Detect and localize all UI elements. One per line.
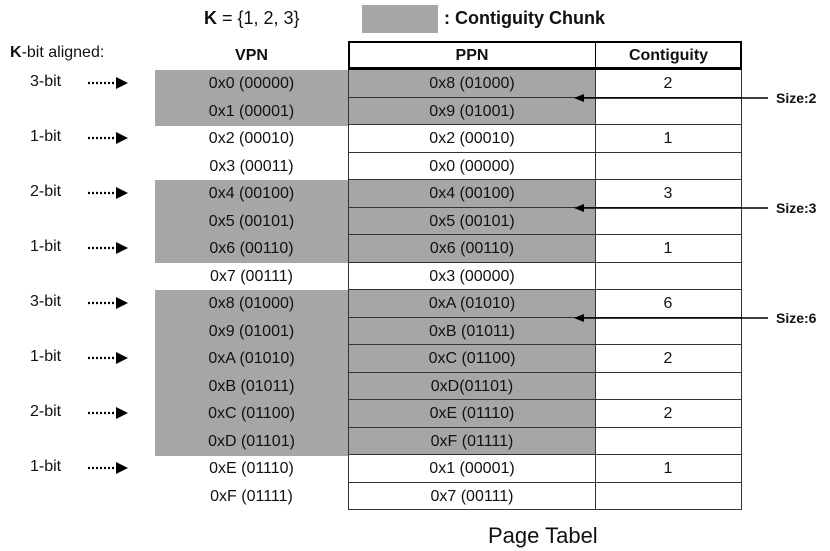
dotted-arrow-icon	[86, 186, 130, 200]
ppn-cell: 0x9 (01001)	[348, 98, 596, 126]
k-aligned-symbol: K	[10, 44, 22, 61]
vpn-cell: 0xC (01100)	[208, 405, 295, 422]
alignment-label: 1-bit	[30, 458, 62, 475]
vpn-cell: 0xF (01111)	[210, 487, 293, 505]
dotted-arrow-icon	[86, 461, 130, 475]
ppn-cell: 0x7 (00111)	[348, 483, 596, 511]
ppn-cell: 0xB (01011)	[348, 318, 596, 346]
vpn-cell: 0xB (01011)	[208, 377, 295, 395]
ppn-cell: 0xA (01010)	[348, 290, 596, 318]
vpn-cell: 0x8 (01000)	[208, 295, 295, 312]
dotted-arrow-icon	[86, 406, 130, 420]
contiguity-cell	[595, 373, 742, 401]
contiguity-cell	[595, 263, 742, 291]
contiguity-cell: 1	[595, 455, 742, 483]
alignment-label: 1-bit	[30, 128, 62, 145]
ppn-column-header: PPN	[455, 47, 489, 64]
alignment-label: 1-bit	[30, 238, 62, 255]
ppn-cell: 0x5 (00101)	[348, 208, 596, 236]
page-table-caption: Page Tabel	[488, 523, 598, 548]
size-pointer-arrow-icon	[574, 92, 770, 104]
dotted-arrow-icon	[86, 351, 130, 365]
size-pointer-arrow-icon	[574, 312, 770, 324]
ppn-cell: 0xF (01111)	[348, 428, 596, 456]
vpn-cell: 0x2 (00010)	[208, 130, 295, 147]
vpn-cell: 0x4 (00100)	[208, 185, 295, 202]
ppn-cell: 0x6 (00110)	[348, 235, 596, 263]
vpn-cell: 0x3 (00011)	[209, 157, 294, 175]
vpn-cell: 0xE (01110)	[209, 460, 294, 477]
ppn-cell: 0x2 (00010)	[348, 125, 596, 153]
legend-label: : Contiguity Chunk	[444, 8, 605, 28]
ppn-cell: 0x3 (00000)	[348, 263, 596, 291]
contiguity-cell: 3	[595, 180, 742, 208]
size-label: Size:2	[776, 89, 817, 106]
k-aligned-text: -bit aligned:	[21, 44, 105, 61]
contiguity-cell	[595, 428, 742, 456]
alignment-label: 3-bit	[30, 293, 62, 310]
contiguity-cell: 6	[595, 290, 742, 318]
k-set-values: = {1, 2, 3}	[217, 8, 300, 28]
ppn-cell: 0xD(01101)	[348, 373, 596, 401]
contiguity-cell: 2	[595, 345, 742, 373]
vpn-cell: 0x9 (01001)	[208, 322, 295, 340]
dotted-arrow-icon	[86, 241, 130, 255]
contiguity-cell: 2	[595, 400, 742, 428]
legend-swatch	[362, 5, 438, 33]
contiguity-cell	[595, 153, 742, 181]
contiguity-cell: 1	[595, 235, 742, 263]
vpn-cell: 0x5 (00101)	[208, 212, 295, 230]
alignment-label: 1-bit	[30, 348, 62, 365]
vpn-cell: 0xD (01101)	[208, 432, 295, 450]
vpn-cell: 0x6 (00110)	[209, 240, 294, 257]
contiguity-cell	[595, 483, 742, 511]
k-bit-aligned-label	[10, 44, 104, 62]
contiguity-column-header: Contiguity	[628, 47, 709, 64]
ppn-cell: 0x1 (00001)	[348, 455, 596, 483]
vpn-column-header: VPN	[235, 47, 268, 64]
k-symbol: K	[204, 8, 217, 28]
alignment-label: 2-bit	[30, 403, 62, 420]
ppn-cell: 0x4 (00100)	[348, 180, 596, 208]
contiguity-cell: 1	[595, 125, 742, 153]
vpn-cell: 0x1 (00001)	[208, 102, 295, 120]
ppn-cell: 0xE (01110)	[348, 400, 596, 428]
ppn-cell: 0x0 (00000)	[348, 153, 596, 181]
vpn-cell: 0xA (01010)	[208, 350, 295, 367]
dotted-arrow-icon	[86, 296, 130, 310]
ppn-cell: 0x8 (01000)	[348, 70, 596, 98]
ppn-cell: 0xC (01100)	[348, 345, 596, 373]
size-pointer-arrow-icon	[574, 202, 770, 214]
alignment-label: 3-bit	[30, 73, 62, 90]
size-label: Size:3	[776, 199, 817, 216]
vpn-cell: 0x7 (00111)	[209, 267, 293, 285]
k-set-title	[204, 8, 300, 29]
contiguity-cell: 2	[595, 70, 742, 98]
alignment-label: 2-bit	[30, 183, 62, 200]
dotted-arrow-icon	[86, 131, 130, 145]
dotted-arrow-icon	[86, 76, 130, 90]
vpn-cell: 0x0 (00000)	[208, 75, 295, 92]
size-label: Size:6	[776, 309, 817, 326]
